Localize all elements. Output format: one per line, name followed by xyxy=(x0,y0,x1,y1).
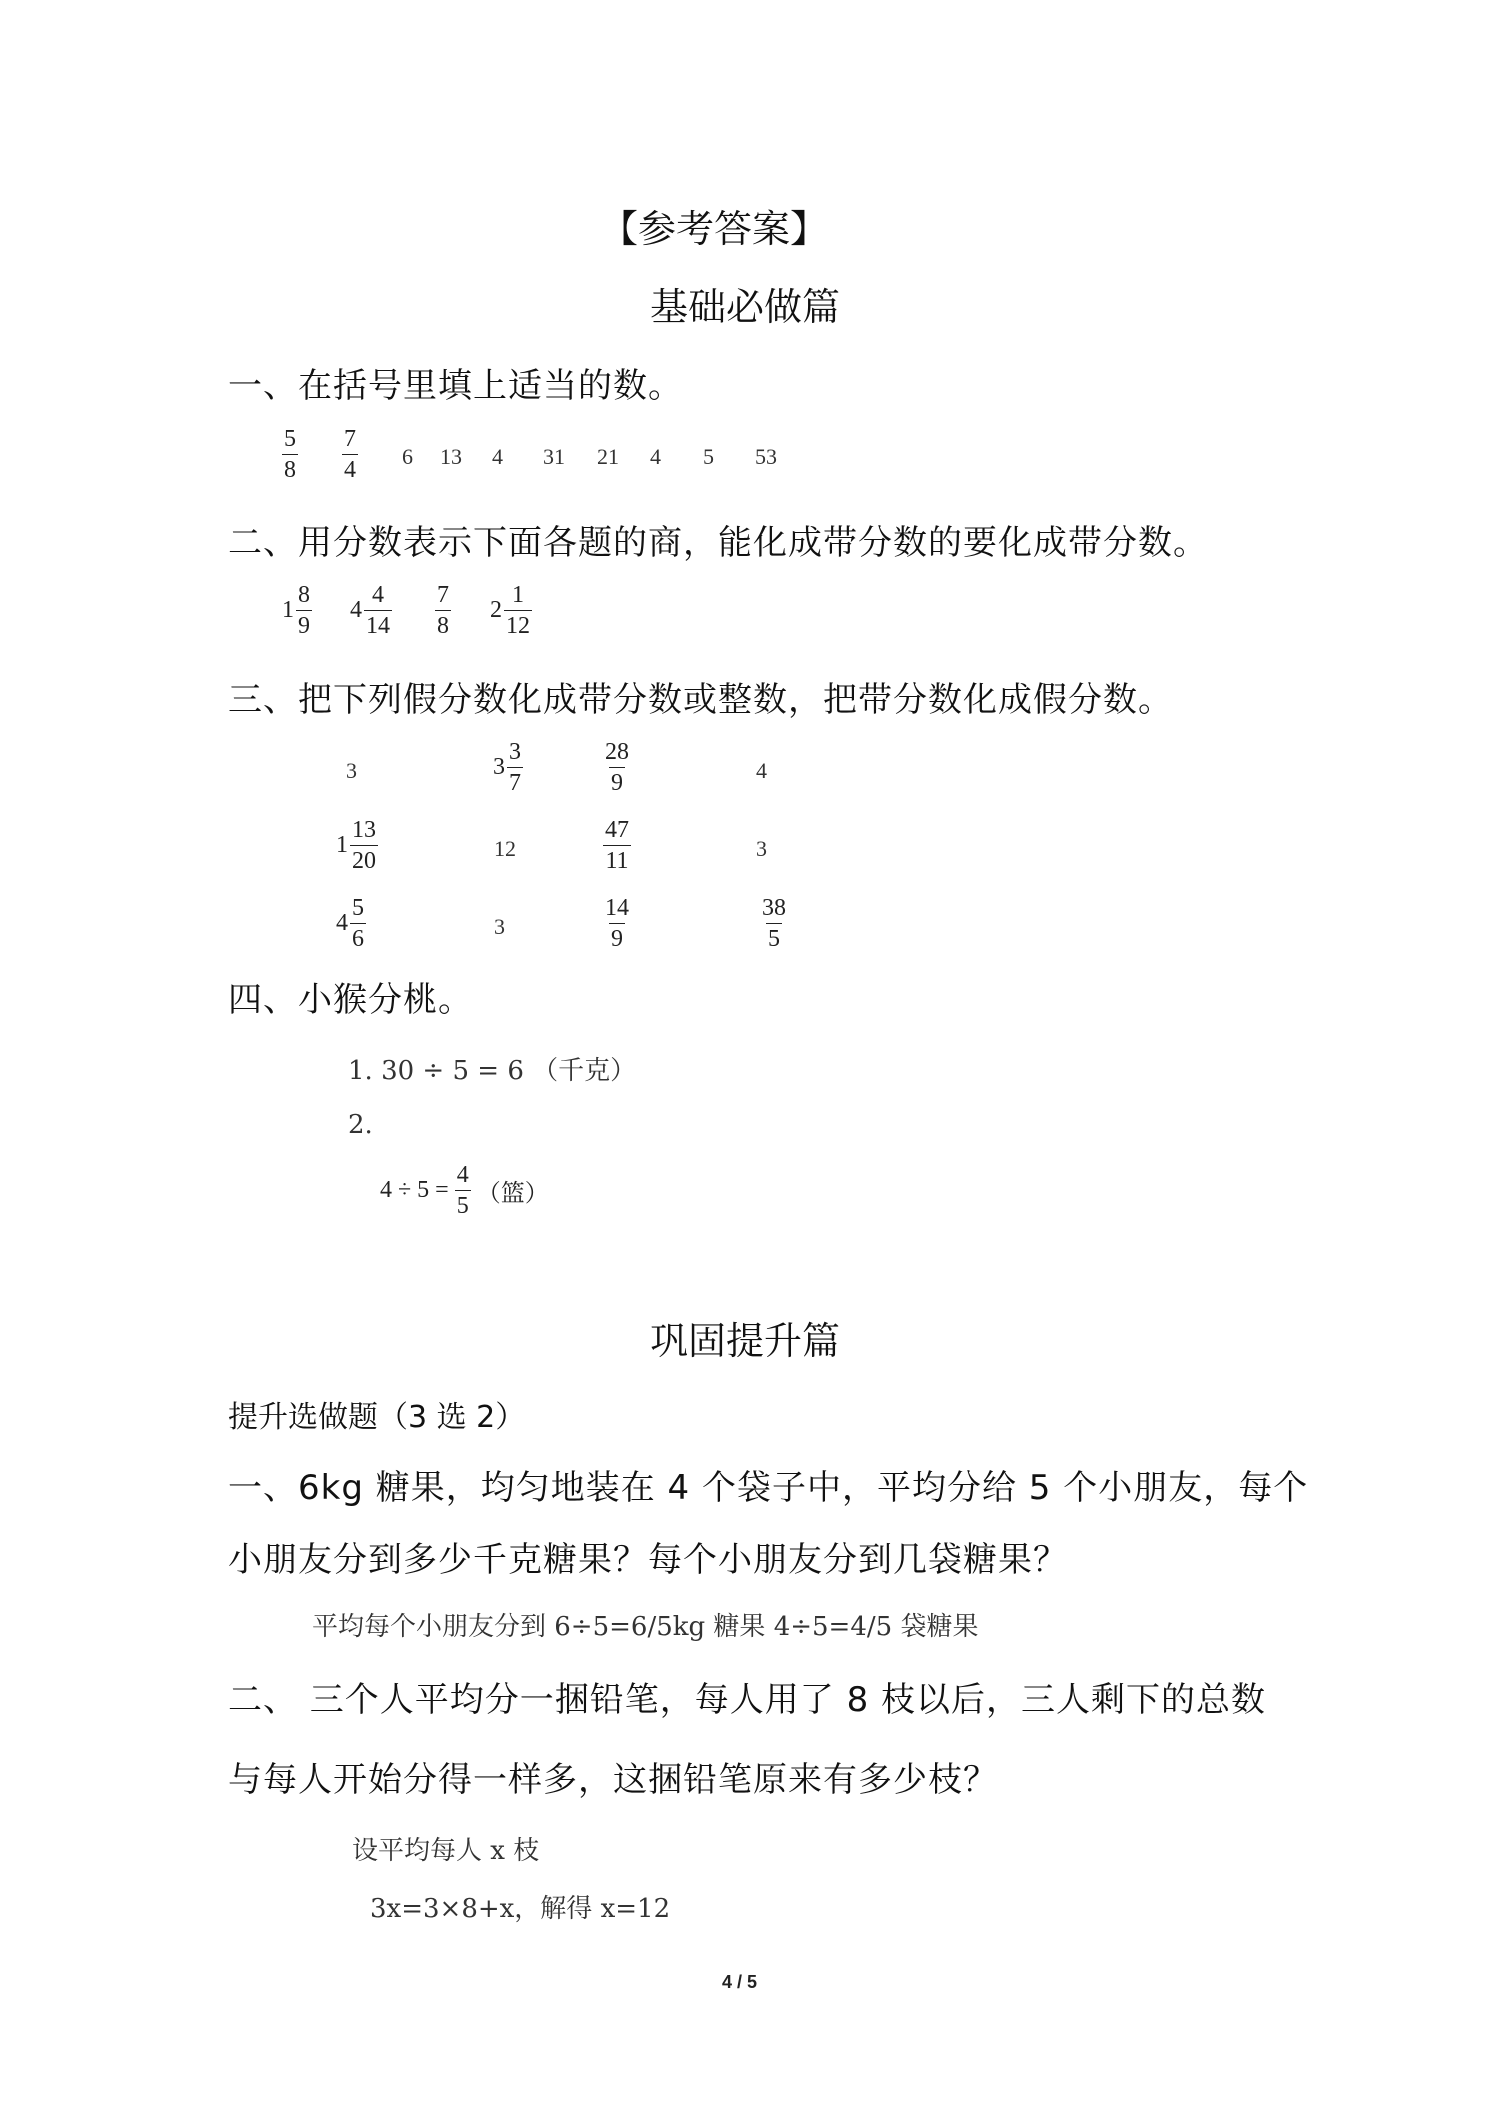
s4-line-3: 4 ÷ 5 = $\frac{4}{5}$ （篮） xyxy=(380,1162,549,1219)
s1-num-5: 21 xyxy=(597,444,619,469)
s1-num-6: 4 xyxy=(650,444,661,469)
s3-r3-d: $\frac{38}{5}$ xyxy=(762,895,786,952)
s3-r2-b: 12 xyxy=(494,836,516,861)
s4-line-2: 2. xyxy=(348,1110,373,1140)
s3-r1-a: 3 xyxy=(346,758,357,783)
s1-num-7: 5 xyxy=(703,444,714,469)
basic-section-title: 基础必做篇 xyxy=(650,285,841,329)
s3-r2-d: 3 xyxy=(756,836,767,861)
s3-r3-b: 3 xyxy=(494,914,505,939)
s2-item-2: 4 $\frac{4}{14}$ xyxy=(350,582,390,639)
a2-line-1: 设平均每人 x 枝 xyxy=(352,1836,540,1866)
answer-title: 【参考答案】 xyxy=(600,207,829,251)
s3-r1-b: 3 $\frac{3}{7}$ xyxy=(493,739,521,796)
q2-line-2: 与每人开始分得一样多，这捆铅笔原来有多少枝？ xyxy=(228,1760,998,1800)
q1-line-2: 小朋友分到多少千克糖果？每个小朋友分到几袋糖果？ xyxy=(228,1540,1068,1580)
q1-line-1: 一、6kg 糖果，均匀地装在 4 个袋子中，平均分给 5 个小朋友，每个 xyxy=(228,1468,1309,1508)
s3-r3-c: $\frac{14}{9}$ xyxy=(605,895,629,952)
s1-frac-2: $\frac{7}{4}$ xyxy=(344,426,356,483)
s3-r1-c: $\frac{28}{9}$ xyxy=(605,739,629,796)
s2-item-1: 1 $\frac{8}{9}$ xyxy=(282,582,310,639)
page-number: 4 / 5 xyxy=(722,1972,758,1992)
s1-title: 一、在括号里填上适当的数。 xyxy=(228,366,683,406)
s4-title: 四、小猴分桃。 xyxy=(228,980,473,1020)
s1-num-4: 31 xyxy=(543,444,565,469)
s1-frac-1: $\frac{5}{8}$ xyxy=(284,426,296,483)
s3-r1-d: 4 xyxy=(756,758,767,783)
a2-line-2: 3x=3×8+x，解得 x=12 xyxy=(370,1894,671,1924)
s1-num-8: 53 xyxy=(755,444,777,469)
s1-num-3: 4 xyxy=(492,444,503,469)
advanced-section-title: 巩固提升篇 xyxy=(650,1319,841,1363)
s3-r2-c: $\frac{47}{11}$ xyxy=(605,817,629,874)
q2-line-1: 二、 三个人平均分一捆铅笔，每人用了 8 枝以后，三人剩下的总数 xyxy=(228,1680,1267,1720)
s4-line-1: 1. 30 ÷ 5 = 6 （千克） xyxy=(348,1056,637,1086)
s3-r2-a: 1 $\frac{13}{20}$ xyxy=(336,817,376,874)
s1-num-2: 13 xyxy=(440,444,462,469)
s2-item-3: $\frac{7}{8}$ xyxy=(437,582,449,639)
s2-title: 二、用分数表示下面各题的商，能化成带分数的要化成带分数。 xyxy=(228,523,1208,563)
s2-item-4: 2 $\frac{1}{12}$ xyxy=(490,582,530,639)
s3-title: 三、把下列假分数化成带分数或整数，把带分数化成假分数。 xyxy=(228,680,1173,720)
s3-r3-a: 4 $\frac{5}{6}$ xyxy=(336,895,364,952)
a1-text: 平均每个小朋友分到 6÷5=6/5kg 糖果 4÷5=4/5 袋糖果 xyxy=(312,1612,979,1642)
s1-num-1: 6 xyxy=(402,444,413,469)
advanced-subtitle: 提升选做题（3 选 2） xyxy=(228,1400,526,1435)
